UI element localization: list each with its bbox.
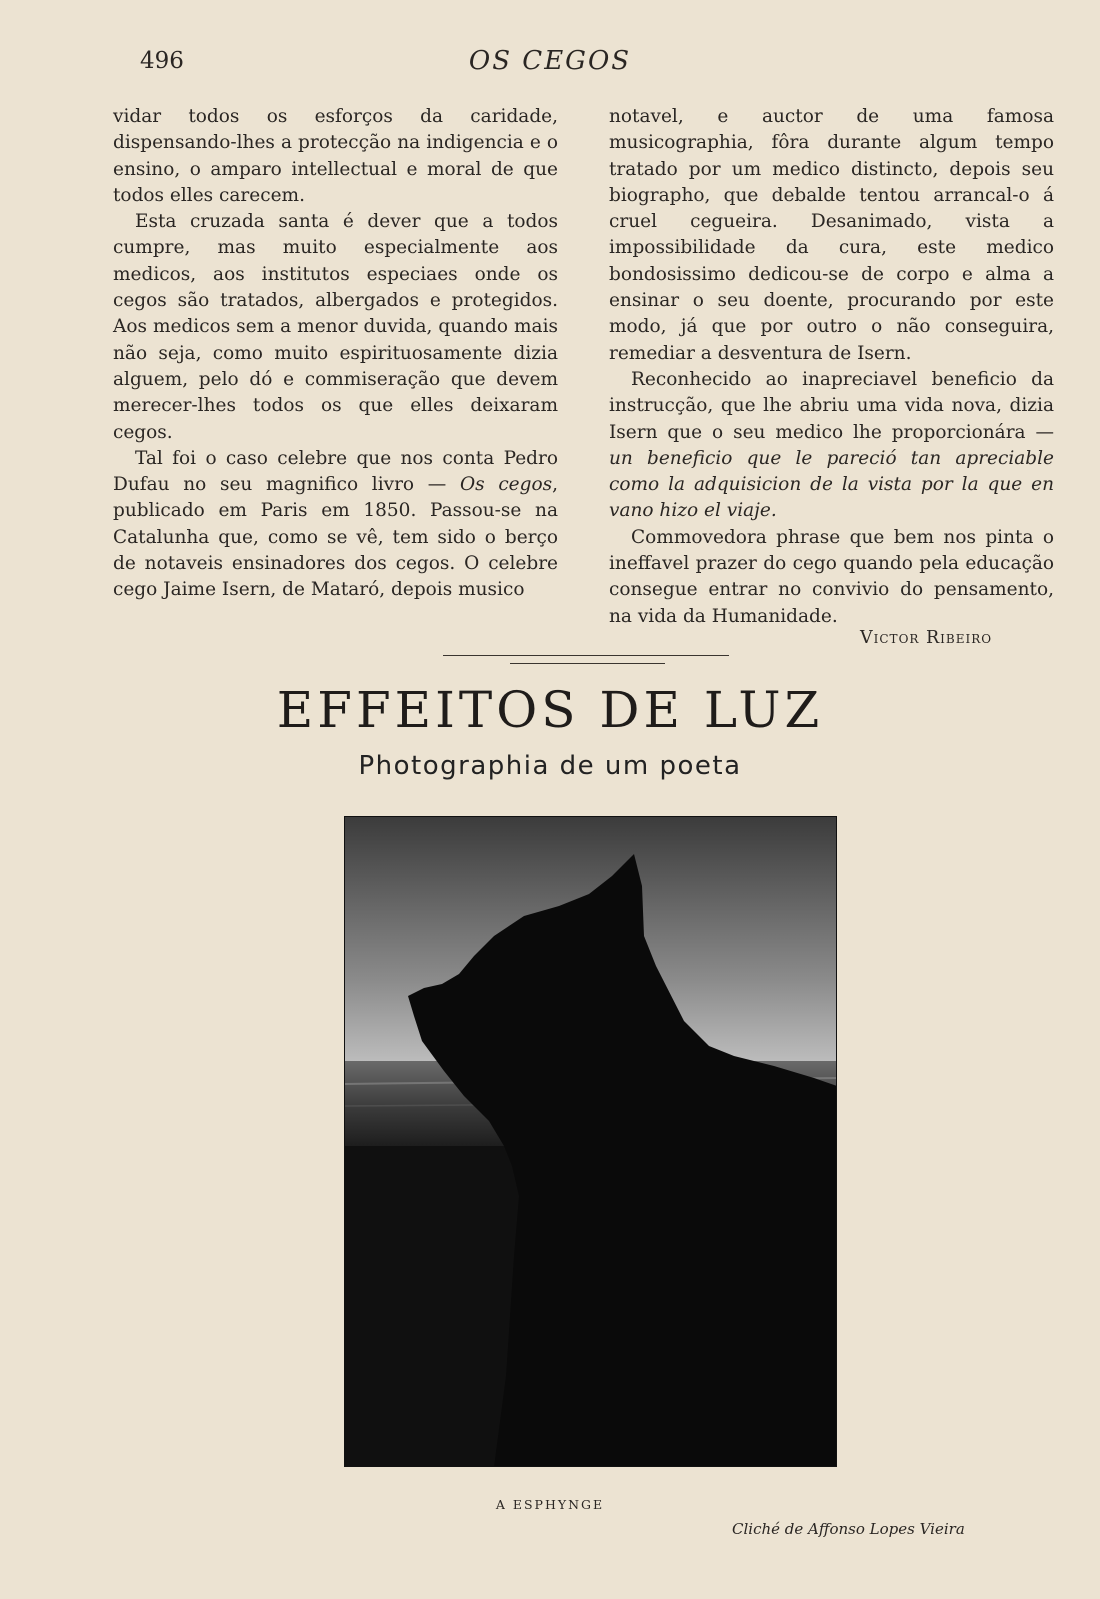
paragraph: notavel, e auctor de uma famosa musicographia, fôra durante algum tempo tratado por um medico distincto, depois seu biographo, que debalde tentou arrancal-o á cruel cegueira. Desanimado, vista a impossibilidade da cura, este medico bondosissimo dedicou-se de corpo e alma a ensinar o seu doente, procurando por este modo, já que por outro o não conseguira, remediar a desventura de Isern.: [609, 106, 1054, 364]
section-title: EFFEITOS DE LUZ: [276, 681, 824, 739]
section-subtitle: Photographia de um poeta: [358, 751, 742, 781]
paragraph: [113, 446, 558, 604]
paragraph: [609, 367, 1054, 525]
article-column-right: [609, 104, 1054, 630]
author-name: Victor Ribeiro: [860, 628, 993, 648]
book-title: Os cegos: [459, 474, 553, 496]
author-signature: [860, 628, 992, 648]
section-divider-short: [510, 663, 665, 664]
paragraph-text: , publicado em Paris em 1850. Passou-se na Catalunha que, como se vê, tem sido o berço de notaveis ensinadores dos cegos. O celebre cego Jaime Isern, de Mataró, depois musico: [113, 474, 558, 601]
running-title: OS CEGOS: [468, 46, 632, 76]
paragraph: Commovedora phrase que bem nos pinta o ineffavel prazer do cego quando pela educação consegue entrar no convivio do pensamento, na vida da Humanidade.: [609, 526, 1054, 627]
paragraph-text: Reconhecido ao inapreciavel beneficio da instrucção, que lhe abriu uma vida nova, dizia Isern que o seu medico lhe proporcionára —: [609, 368, 1054, 443]
photograph-sphinx-dog-silhouette: [344, 816, 837, 1467]
paragraph-text: Tal foi o caso celebre que nos conta Pedro Dufau no seu magnifico livro —: [113, 447, 558, 496]
spanish-quote: un beneficio que le pareció tan apreciable como la adquisicion de la vista por la que en vano hizo el viaje.: [609, 447, 1054, 522]
paragraph: Esta cruzada santa é dever que a todos cumpre, mas muito especialmente aos medicos, aos institutos especiaes onde os cegos são tratados, albergados e protegidos. Aos medicos sem a menor duvida, quando mais não seja, como muito espirituosamente dizia alguem, pelo dó e commiseração que devem merecer-lhes todos os que elles deixaram cegos.: [113, 211, 558, 443]
article-column-left: [113, 104, 558, 604]
photo-credit: Cliché de Affonso Lopes Vieira: [732, 1520, 965, 1538]
paragraph: vidar todos os esforços da caridade, dispensando-lhes a protecção na indigencia e o ensino, o amparo intellectual e moral de que todos elles carecem.: [113, 106, 558, 206]
page-number: 496: [140, 48, 184, 74]
photo-caption: A ESPHYNGE: [495, 1497, 605, 1512]
section-divider: [443, 655, 729, 656]
